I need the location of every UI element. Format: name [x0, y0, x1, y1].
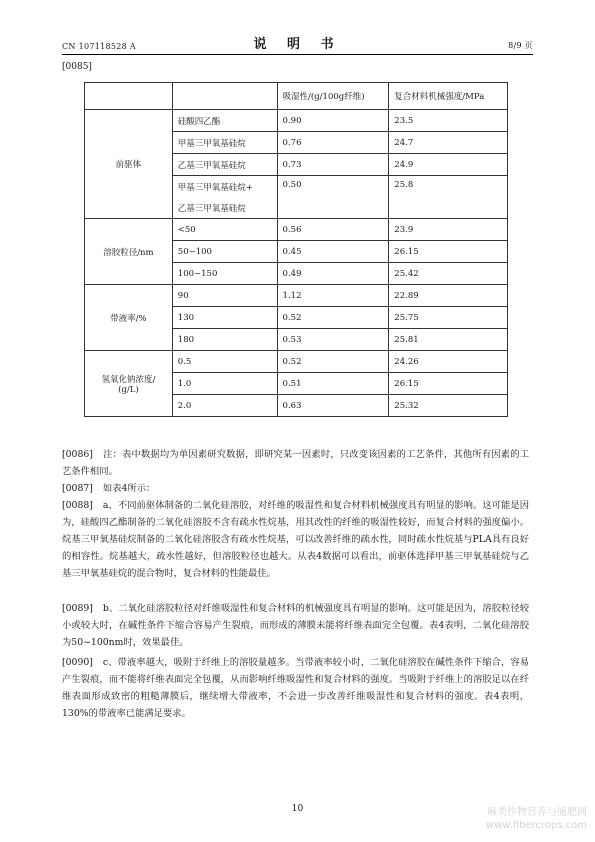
- condition-cell: 甲基三甲氧基硅烷: [172, 132, 277, 154]
- paragraph-0089: [62, 600, 529, 651]
- header-cell: [85, 83, 173, 110]
- hygroscopicity-cell: 0.50: [277, 176, 389, 219]
- header-cell-hygroscopicity: 吸湿性/(g/100g纤维): [277, 83, 389, 110]
- strength-cell: 25.75: [389, 307, 508, 329]
- paragraph-text: a、不同前驱体制备的二氧化硅溶胶，对纤维的吸湿性和复合材料机械强度具有明显的影响。这可能是因为，硅酸四乙酯制备的二氧化硅溶胶不含有疏水性烷基，用其改性的纤维的吸湿性较好，而复合材料的强度偏小。烷基三甲氧基硅烷制备的二氧化硅溶胶含有疏水性烷基，可以改善纤维的疏水性，同时疏水性烷基与PLA具有良好的相容性。烷基越大，疏水性越好，但溶胶粒径也越大。从表4数据可以看出，前驱体选择甲基三甲氧基硅烷与乙基三甲氧基硅烷的混合物时，复合材料的性能最佳。: [62, 500, 529, 579]
- paragraph-number: [0087]: [62, 483, 93, 494]
- group-label-line1: 氢氧化钠浓度/: [101, 374, 156, 385]
- patent-number: CN 107118528 A: [62, 42, 136, 51]
- table-row: [85, 110, 508, 132]
- condition-cell: 90: [172, 285, 277, 307]
- header-cell: [172, 83, 277, 110]
- watermark-line1: 麻类作物营养与施肥网: [487, 807, 587, 818]
- condition-cell: 硅酸四乙酯: [172, 110, 277, 132]
- condition-cell: 2.0: [172, 395, 277, 417]
- group-label: 带液率/%: [85, 285, 173, 351]
- hygroscopicity-cell: 0.90: [277, 110, 389, 132]
- hygroscopicity-cell: 0.51: [277, 373, 389, 395]
- strength-cell: 24.26: [389, 351, 508, 373]
- page-header: [62, 38, 533, 55]
- condition-cell: 1.0: [172, 373, 277, 395]
- hygroscopicity-cell: 0.52: [277, 307, 389, 329]
- hygroscopicity-cell: 1.12: [277, 285, 389, 307]
- hygroscopicity-cell: 0.76: [277, 132, 389, 154]
- condition-cell: 130: [172, 307, 277, 329]
- table-row: [85, 219, 508, 241]
- document-title: 说 明 书: [253, 37, 342, 52]
- hygroscopicity-cell: 0.52: [277, 351, 389, 373]
- group-label: 前驱体: [85, 110, 173, 219]
- paragraph-text: c、带液率越大，吸附于纤维上的溶胶量越多。当带液率较小时，二氧化硅溶胶在碱性条件下缩合，容易产生裂痕，而不能将纤维表面完全包覆，从而影响纤维吸湿性和复合材料的强度。当吸附于纤维上的溶胶足以在纤维表面形成致密的粗糙薄膜后，继续增大带液率，不会进一步改善纤维吸湿性和复合材料的强度。表4表明，130%的带液率已能满足要求。: [62, 657, 529, 719]
- watermark-line2: www.fibercrops.com: [485, 820, 587, 831]
- strength-cell: 26.15: [389, 241, 508, 263]
- hygroscopicity-cell: 0.63: [277, 395, 389, 417]
- strength-cell: 23.5: [389, 110, 508, 132]
- condition-cell: 0.5: [172, 351, 277, 373]
- paragraph-text: b、二氧化硅溶胶粒径对纤维吸湿性和复合材料的机械强度具有明显的影响。这可能是因为，溶胶粒径较小或较大时，在碱性条件下缩合容易产生裂痕，而形成的薄膜未能将纤维表面完全包覆。表4表明，二氧化硅溶胶为50~100nm时，效果最佳。: [62, 603, 529, 648]
- paragraph-0088: [62, 497, 529, 582]
- strength-cell: 25.8: [389, 176, 508, 219]
- page-number: 10: [291, 804, 304, 814]
- strength-cell: 23.9: [389, 219, 508, 241]
- hygroscopicity-cell: 0.53: [277, 329, 389, 351]
- paragraph-0090: [62, 654, 529, 722]
- paragraph-number: [0089]: [62, 603, 93, 614]
- paragraph-number: [0090]: [62, 657, 93, 668]
- page-info: 8/9 页: [508, 41, 533, 50]
- table-row: [85, 351, 508, 373]
- strength-cell: 25.42: [389, 263, 508, 285]
- table-row: [85, 285, 508, 307]
- condition-cell: 50~100: [172, 241, 277, 263]
- condition-cell: 180: [172, 329, 277, 351]
- paragraph-text: 注：表中数据均为单因素研究数据，即研究某一因素时，只改变该因素的工艺条件，其他所有因素的工艺条件相同。: [62, 449, 529, 477]
- results-table: [84, 82, 508, 417]
- paragraph-0087: [62, 480, 529, 497]
- table-header-row: [85, 83, 508, 110]
- paragraph-text: 如表4所示：: [102, 483, 156, 494]
- paragraph-number: [0086]: [62, 449, 93, 460]
- watermark: [486, 806, 587, 832]
- group-label: 溶胶粒径/nm: [85, 219, 173, 285]
- hygroscopicity-cell: 0.73: [277, 154, 389, 176]
- group-label: [85, 351, 173, 417]
- paragraph-0086: [62, 446, 529, 480]
- paragraph-number: [0088]: [62, 500, 93, 511]
- hygroscopicity-cell: 0.56: [277, 219, 389, 241]
- hygroscopicity-cell: 0.49: [277, 263, 389, 285]
- strength-cell: 26.15: [389, 373, 508, 395]
- condition-cell: 甲基三甲氧基硅烷+: [172, 176, 277, 198]
- strength-cell: 25.32: [389, 395, 508, 417]
- header-cell-strength: 复合材料机械强度/MPa: [389, 83, 508, 110]
- paragraph-number-0085: [0085]: [62, 62, 92, 72]
- condition-cell-continued: 乙基三甲氧基硅烷: [172, 197, 277, 219]
- condition-cell: 100~150: [172, 263, 277, 285]
- condition-cell: 乙基三甲氧基硅烷: [172, 154, 277, 176]
- hygroscopicity-cell: 0.45: [277, 241, 389, 263]
- strength-cell: 24.7: [389, 132, 508, 154]
- strength-cell: 25.81: [389, 329, 508, 351]
- condition-cell: <50: [172, 219, 277, 241]
- strength-cell: 24.9: [389, 154, 508, 176]
- group-label-line2: (g/L): [118, 384, 139, 395]
- strength-cell: 22.89: [389, 285, 508, 307]
